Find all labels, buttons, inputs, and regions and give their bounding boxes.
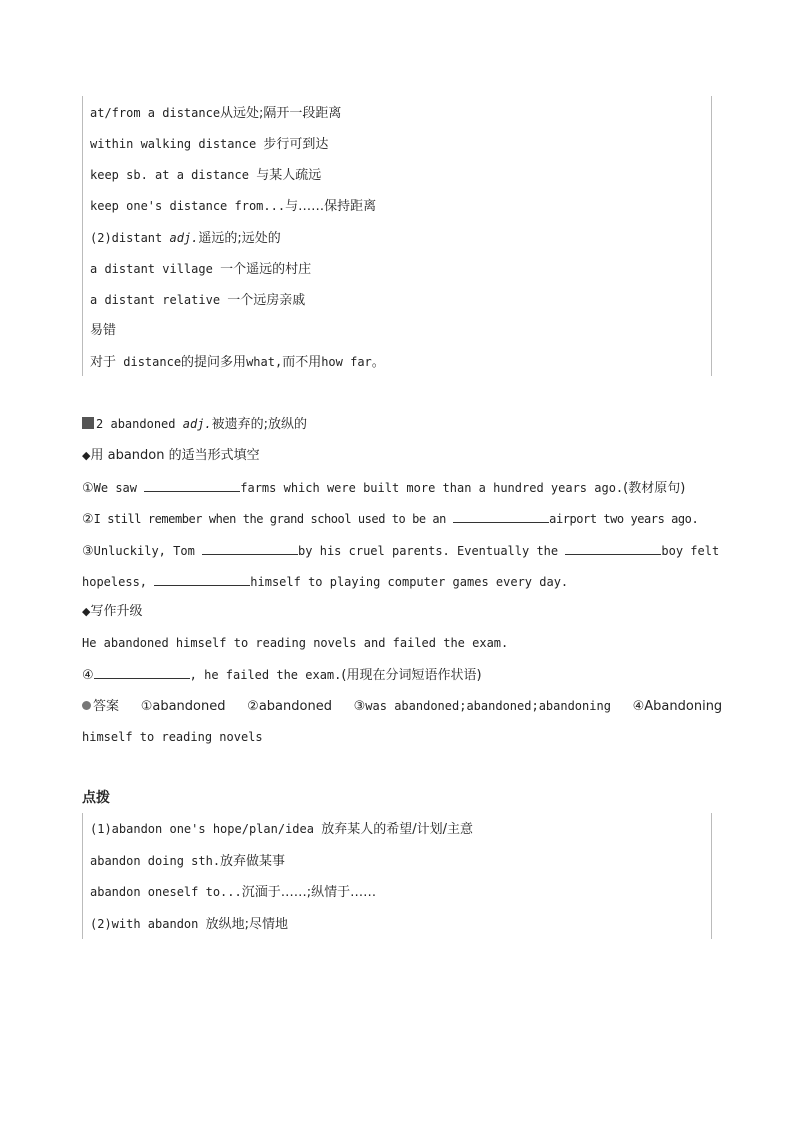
phrase-row <box>90 105 341 122</box>
part-of-speech: adj. <box>169 231 199 245</box>
answer-blank[interactable] <box>144 479 240 492</box>
item-word: abandoned <box>110 417 176 431</box>
writing-upgrade-label: ◆写作升级 <box>82 604 143 619</box>
question-1: ①We saw farms which were built more than a hundred years ago.(教材原句) <box>82 481 686 496</box>
error-prone-label: 易错 <box>90 323 117 338</box>
answer-row: 答案 ①abandoned ②abandoned ③was abandoned;abandoned;abandoning ④Abandoning <box>82 698 722 715</box>
answer-blank[interactable] <box>565 542 661 555</box>
phrase-en: keep one's distance from... <box>90 199 286 213</box>
phrase-cn: 与……保持距离 <box>285 199 377 214</box>
example-sentence: He abandoned himself to reading novels and failed the exam. <box>82 636 509 650</box>
phrase-en: within walking distance <box>90 137 257 151</box>
tips-title: 点拨 <box>82 790 110 806</box>
phrase-en: keep sb. at a distance <box>90 168 249 182</box>
tip-row: (2)with abandon 放纵地;尽情地 <box>90 917 288 932</box>
phrase-row <box>90 198 376 215</box>
answer-blank[interactable] <box>94 666 190 679</box>
phrase-row <box>90 136 328 153</box>
item-number: 2 <box>96 417 104 431</box>
definition-row <box>90 230 281 247</box>
answer-blank[interactable] <box>154 573 250 586</box>
answer-label: 答案 <box>93 699 120 714</box>
diamond-bullet-icon: ◆ <box>82 605 91 618</box>
tip-row: abandon doing sth.放弃做某事 <box>90 854 286 869</box>
phrase-cn: 步行可到达 <box>263 137 329 152</box>
question-4: ④ , he failed the exam.(用现在分词短语作状语) <box>82 668 482 683</box>
phrase-en: a distant village <box>90 262 213 276</box>
answer-row-cont: himself to reading novels <box>82 730 263 744</box>
question-2: ②I still remember when the grand school used to be an airport two years ago. <box>82 512 699 527</box>
question-3-cont: hopeless, himself to playing computer games every day. <box>82 575 569 589</box>
item-meaning: 被遗弃的;放纵的 <box>211 417 308 432</box>
square-marker-icon <box>82 417 94 429</box>
tip-row: abandon oneself to...沉湎于……;纵情于…… <box>90 885 377 900</box>
phrase-cn: 与某人疏远 <box>256 168 322 183</box>
item-heading <box>82 416 307 433</box>
phrase-row <box>90 261 311 278</box>
definition-word: (2)distant <box>90 231 163 245</box>
diamond-bullet-icon: ◆ <box>82 449 91 462</box>
phrase-en: at/from a distance <box>90 106 221 120</box>
answer-blank[interactable] <box>453 510 549 523</box>
part-of-speech: adj. <box>182 417 212 431</box>
phrase-cn: 一个远房亲戚 <box>227 293 306 308</box>
definition-cn: 遥远的;远处的 <box>198 231 281 246</box>
phrase-cn: 从远处;隔开一段距离 <box>220 106 342 121</box>
phrase-en: a distant relative <box>90 293 221 307</box>
phrase-cn: 一个遥远的村庄 <box>220 262 312 277</box>
tip-row: (1)abandon one's hope/plan/idea 放弃某人的希望/计划/主意 <box>90 822 473 837</box>
question-3: ③Unluckily, Tom by his cruel parents. Eventually the boy felt <box>82 544 720 559</box>
task-instruction: ◆用 abandon 的适当形式填空 <box>82 448 260 463</box>
phrase-row <box>90 167 321 184</box>
answer-icon <box>82 701 91 710</box>
answer-blank[interactable] <box>202 542 298 555</box>
error-note: 对于 distance的提问多用what,而不用how far。 <box>90 355 385 370</box>
phrase-row <box>90 292 305 309</box>
